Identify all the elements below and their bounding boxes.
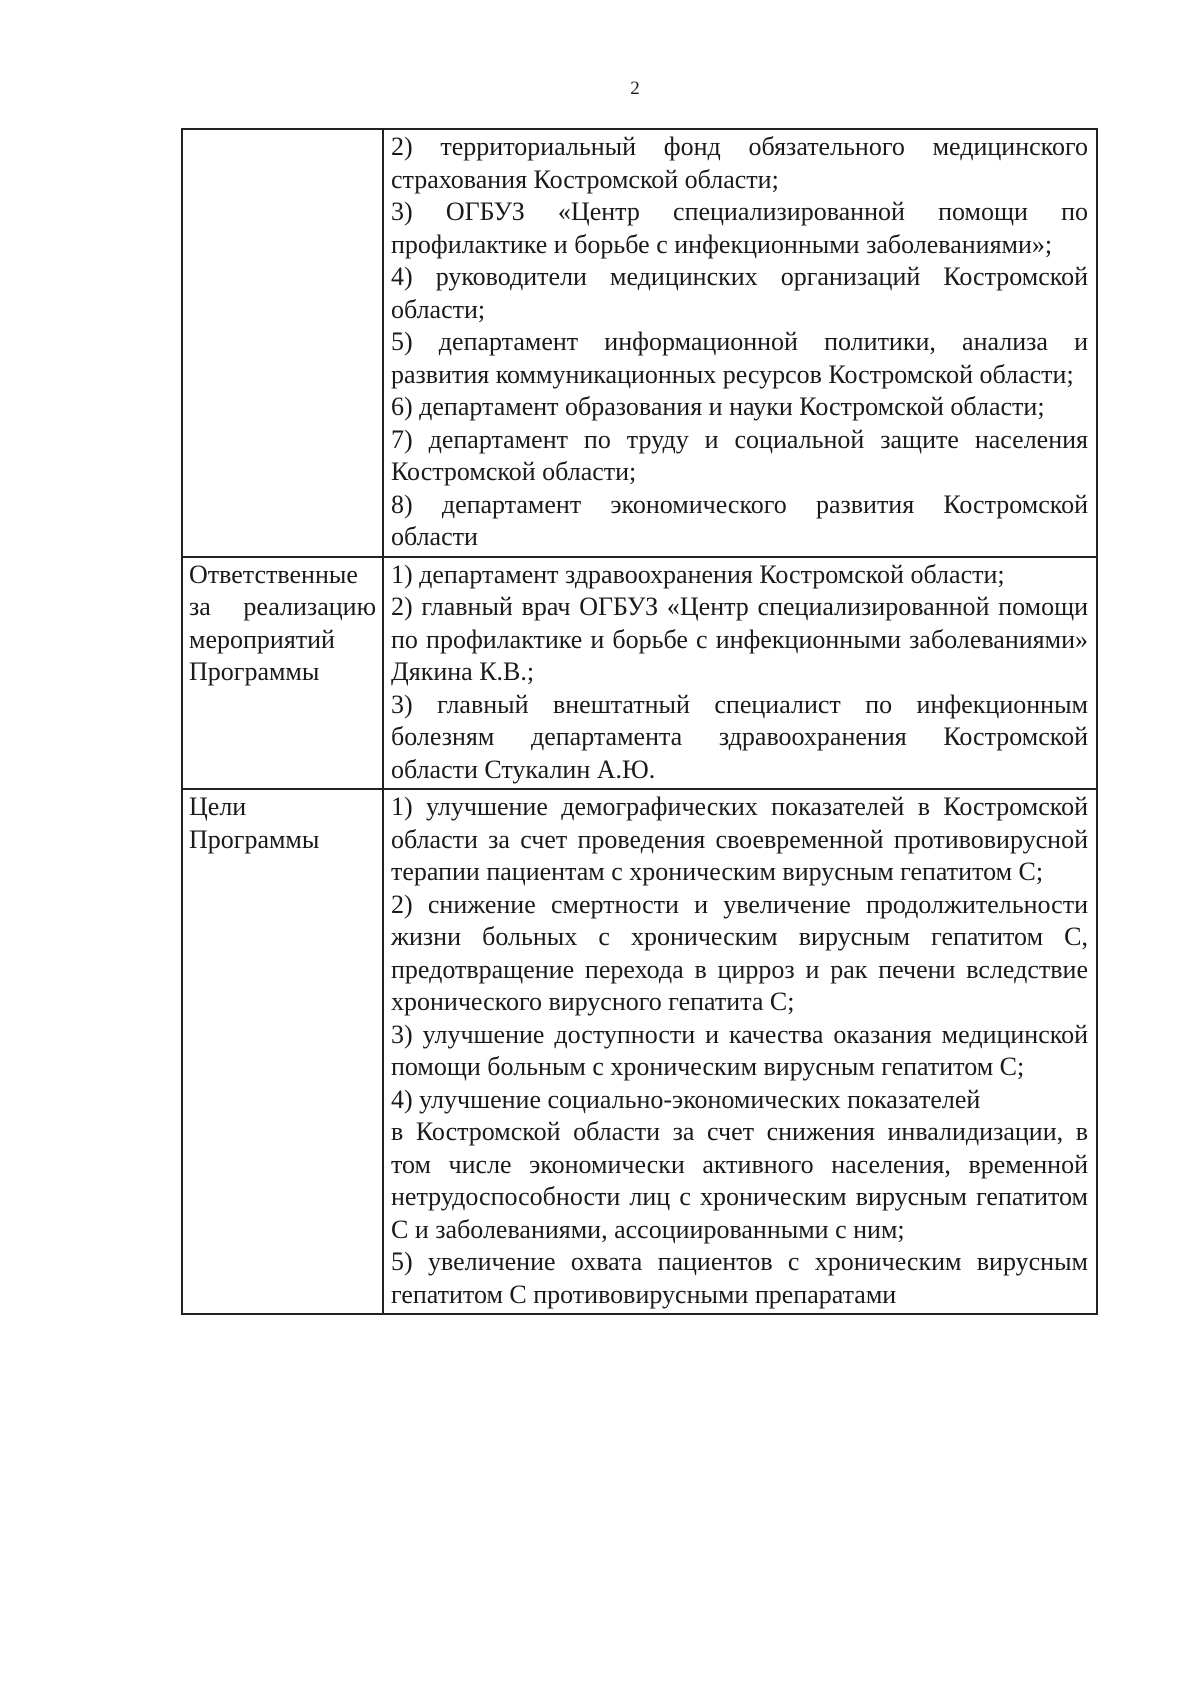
list-item: 5) департамент информационной политики, анализа и развития коммуникационных ресурсов Костромской области; — [391, 327, 1088, 389]
list-item: 1) департамент здравоохранения Костромской области; — [391, 559, 1005, 589]
list-item: 4) улучшение социально-экономических показателей — [391, 1084, 981, 1114]
list-item: 5) увеличение охвата пациентов с хроническим вирусным гепатитом С противовирусными препаратами — [391, 1247, 1088, 1309]
list-item: 3) ОГБУЗ «Центр специализированной помощи по профилактике и борьбе с инфекционными заболеваниями»; — [391, 197, 1088, 259]
list-item: 3) улучшение доступности и качества оказания медицинской помощи больным с хроническим вирусным гепатитом С; — [391, 1019, 1088, 1081]
label-line: за реализацию — [189, 592, 376, 621]
row-content-participants — [383, 129, 1097, 557]
row-content-goals — [383, 789, 1097, 1314]
list-item: 4) руководители медицинских организаций Костромской области; — [391, 262, 1088, 324]
list-item: 1) улучшение демографических показателей в Костромской области за счет проведения своевременной противовирусной терапии пациентам с хроническим вирусным гепатитом С; — [391, 792, 1088, 886]
table-row-participants — [182, 129, 1097, 557]
list-item: в Костромской области за счет снижения инвалидизации, в том числе экономически активного населения, временной нетрудоспособности лиц с хроническим вирусным гепатитом С и заболеваниями, ассоциированными с ним; — [391, 1117, 1088, 1244]
row-label-empty — [182, 129, 383, 557]
page-number: 2 — [630, 78, 640, 99]
label-line: Ответственные — [189, 559, 358, 589]
row-label-goals — [182, 789, 383, 1314]
list-item: 8) департамент экономического развития Костромской области — [391, 489, 1088, 551]
table-row-responsible — [182, 557, 1097, 790]
list-item: 3) главный внештатный специалист по инфекционным болезням департамента здравоохранения Костромской области Стукалин А.Ю. — [391, 689, 1088, 784]
label-line: Цели — [189, 792, 247, 821]
label-line: Программы — [189, 657, 320, 686]
list-item: 2) территориальный фонд обязательного медицинского страхования Костромской области; — [391, 132, 1088, 194]
table-row-goals — [182, 789, 1097, 1314]
row-content-responsible — [383, 557, 1097, 790]
label-line: мероприятий — [189, 624, 335, 654]
list-item: 2) снижение смертности и увеличение продолжительности жизни больных с хроническим вирусным гепатитом С, предотвращение перехода в цирроз и рак печени вследствие хронического вирусного гепатита С; — [391, 889, 1088, 1016]
label-line: Программы — [189, 824, 320, 854]
row-label-responsible — [182, 557, 383, 790]
list-item: 6) департамент образования и науки Костромской области; — [391, 392, 1045, 421]
list-item: 2) главный врач ОГБУЗ «Центр специализированной помощи по профилактике и борьбе с инфекционными заболеваниями» Дякина К.В.; — [391, 592, 1088, 686]
list-item: 7) департамент по труду и социальной защите населения Костромской области; — [391, 424, 1088, 486]
program-passport-table — [181, 128, 1098, 1315]
